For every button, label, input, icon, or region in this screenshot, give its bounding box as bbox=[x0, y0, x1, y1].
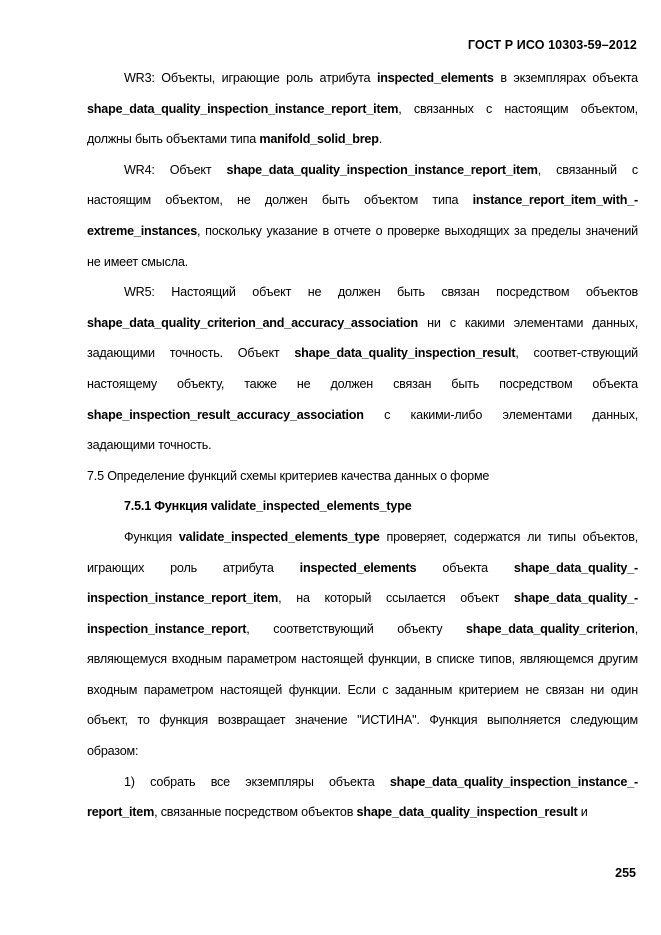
document-body bbox=[87, 63, 638, 828]
text-run: Функция bbox=[124, 529, 179, 544]
bold-term: validate_inspected_elements_type bbox=[178, 529, 380, 544]
bold-term: inspected_elements bbox=[299, 560, 417, 575]
bold-term: shape_data_quality_-inspection_instance_report_item bbox=[87, 560, 638, 606]
paragraph-wr5 bbox=[87, 277, 638, 461]
bold-term: shape_data_quality_criterion_and_accuracy_association bbox=[87, 315, 418, 330]
page-number: 255 bbox=[615, 866, 636, 880]
paragraph-function-description bbox=[87, 522, 638, 767]
paragraph-wr3 bbox=[87, 63, 638, 155]
paragraph-step-1 bbox=[87, 767, 638, 828]
text-run: , поскольку указание в отчете о проверке выходящих за пределы значений не имеет смысла. bbox=[87, 223, 638, 269]
bold-term: manifold_solid_brep bbox=[259, 132, 379, 147]
standard-header: ГОСТ Р ИСО 10303-59–2012 bbox=[467, 38, 637, 52]
text-run: объекта bbox=[416, 560, 514, 575]
bold-term: shape_data_quality_inspection_instance_report_item bbox=[87, 101, 399, 116]
text-run: в экземплярах объекта bbox=[493, 71, 638, 85]
text-run: WR5: Настоящий объект не должен быть связан посредством объектов bbox=[124, 285, 638, 300]
text-run: , связанные посредством объектов bbox=[154, 805, 357, 820]
text-run: , соответствующий объекту bbox=[246, 621, 466, 636]
text-run: , связанный с настоящим объектом, не должен быть объектом типа bbox=[87, 162, 638, 208]
text-run: . bbox=[378, 132, 382, 147]
bold-term: shape_data_quality_-inspection_instance_report bbox=[87, 591, 638, 636]
bold-term: shape_data_quality_criterion bbox=[466, 621, 635, 636]
bold-term: instance_report_item_with_-extreme_instances bbox=[87, 193, 638, 238]
section-heading: 7.5 Определение функций схемы критериев качества данных о форме bbox=[87, 468, 490, 483]
bold-term: shape_data_quality_inspection_result bbox=[356, 805, 578, 820]
bold-term: shape_data_quality_inspection_result bbox=[294, 346, 516, 361]
text-run: ни с какими элементами данных, задающими точность. Объект bbox=[87, 315, 638, 361]
text-run: 1) собрать все экземпляры объекта bbox=[124, 774, 390, 789]
text-run: , соответ-ствующий настоящему объекту, также не должен связан быть посредством объекта bbox=[87, 346, 638, 391]
subsection-heading: 7.5.1 Функция validate_inspected_elements_type bbox=[124, 499, 412, 514]
text-run: WR4: Объект bbox=[124, 162, 227, 177]
bold-term: shape_inspection_result_accuracy_association bbox=[87, 407, 364, 422]
text-run: , являющемуся входным параметром настоящей функции, в списке типов, являющемся другим входным параметром настоящей функции. Если с заданным критерием не связан ни один объект, то функция возвращает значение "ИСТИНА". Функция выполняется следующим образом: bbox=[87, 621, 638, 759]
text-run: , связанных с настоящим объектом, должны быть объектами типа bbox=[87, 101, 638, 147]
bold-term: shape_data_quality_inspection_instance_report_item bbox=[226, 162, 538, 177]
text-run: проверяет, содержатся ли типы объектов, играющих роль атрибута bbox=[87, 529, 638, 575]
text-run: с какими-либо элементами данных, задающими точность. bbox=[87, 407, 638, 453]
paragraph-wr4 bbox=[87, 155, 638, 277]
text-run: и bbox=[577, 805, 588, 820]
text-run: WR3: Объекты, играющие роль атрибута bbox=[124, 71, 377, 85]
text-run: , на который ссылается объект bbox=[278, 591, 514, 606]
bold-term: inspected_elements bbox=[376, 71, 494, 85]
bold-term: shape_data_quality_inspection_instance_-report_item bbox=[87, 774, 638, 820]
